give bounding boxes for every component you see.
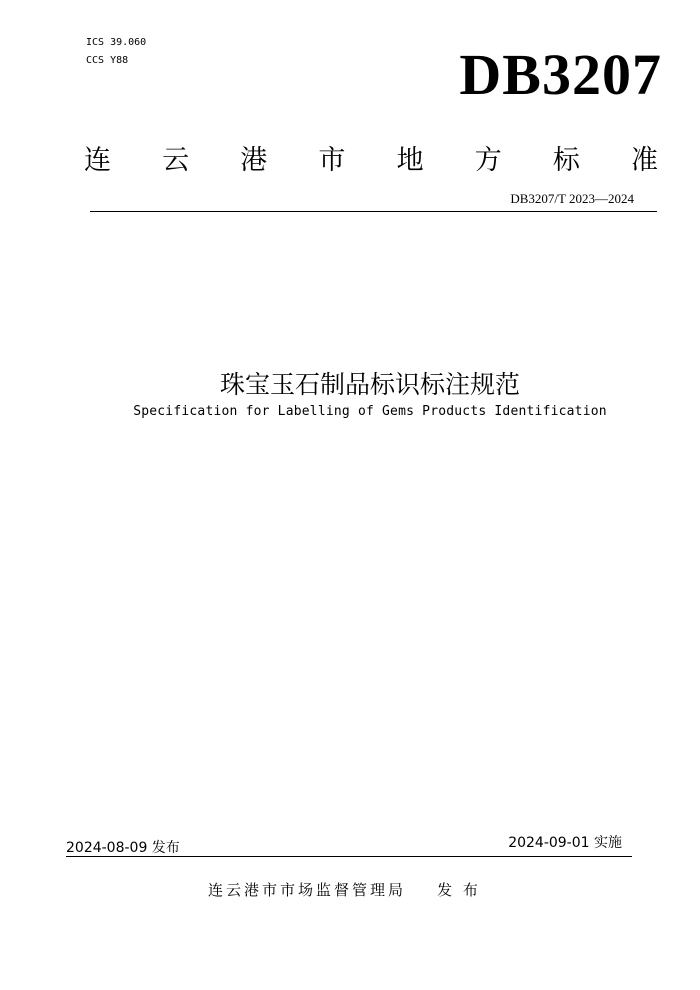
standard-number: DB3207/T 2023—2024 xyxy=(510,191,634,206)
standard-kind-char: 港 xyxy=(240,145,268,176)
issuing-authority: 连云港市市场监督管理局 发 布 xyxy=(208,881,481,899)
ics-code: ICS 39.060 xyxy=(86,37,147,48)
standard-kind-char: 准 xyxy=(630,145,658,176)
standard-kind-char: 方 xyxy=(474,145,502,176)
standard-kind-heading xyxy=(84,138,658,177)
implementation-date: 2024-09-01 实施 xyxy=(508,835,622,851)
document-title-english: Specification for Labelling of Gems Products Identification xyxy=(133,404,607,419)
standard-kind-char: 连 xyxy=(84,145,111,176)
header-divider xyxy=(90,211,657,212)
standard-kind-char: 市 xyxy=(318,145,346,176)
local-standard-code: DB3207 xyxy=(459,42,662,107)
footer-divider xyxy=(66,856,632,857)
ccs-code: CCS Y88 xyxy=(86,55,129,66)
issue-date: 2024-08-09 发布 xyxy=(66,840,180,856)
standard-kind-char: 云 xyxy=(162,145,190,176)
document-title-chinese: 珠宝玉石制品标识标注规范 xyxy=(219,370,520,399)
standard-kind-char: 标 xyxy=(552,145,580,176)
standard-kind-char: 地 xyxy=(396,145,424,176)
